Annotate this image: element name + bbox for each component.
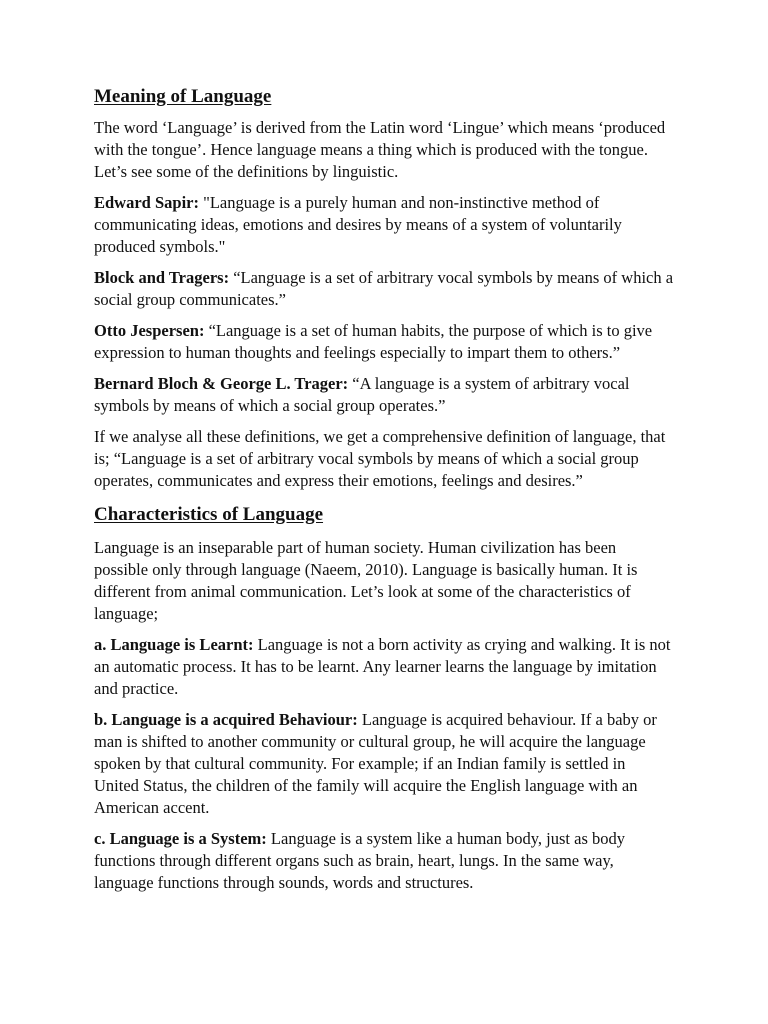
meaning-summary-paragraph: If we analyse all these definitions, we get a comprehensive definition of language, that is; “Language is a set of arbitrary vocal symbols by means of which a social group operates, communicates and express their emotions, feelings and desires.” xyxy=(94,427,666,490)
definition-paragraph xyxy=(94,192,674,258)
characteristic-term: a. Language is Learnt: xyxy=(94,635,254,654)
definition-text: “Language is a set of arbitrary vocal symbols by means of which a social group communicates.” xyxy=(94,268,674,309)
characteristic-text: Language is acquired behaviour. If a baby or man is shifted to another community or cultural group, he will acquire the language spoken by that cultural community. For example; if an Indian family is settled in United Status, the children of the family will acquire the English language with an American accent. xyxy=(94,710,657,817)
definition-text: “Language is a set of human habits, the purpose of which is to give expression to human thoughts and feelings especially to impart them to others.” xyxy=(94,321,653,362)
definition-paragraph xyxy=(94,320,674,364)
definition-author: Otto Jespersen: xyxy=(94,321,205,340)
characteristic-item xyxy=(94,828,674,894)
characteristics-intro-paragraph: Language is an inseparable part of human society. Human civilization has been possible only through language (Naeem, 2010). Language is basically human. It is different from animal communication. Let’s look at some of the characteristics of language; xyxy=(94,538,638,623)
definition-paragraph xyxy=(94,267,674,311)
definition-author: Edward Sapir: xyxy=(94,193,199,212)
characteristic-text: Language is a system like a human body, just as body functions through different organs such as brain, heart, lungs. In the same way, language functions through sounds, words and structures. xyxy=(94,829,625,892)
section-heading-characteristics: Characteristics of Language xyxy=(94,504,324,525)
characteristic-item xyxy=(94,709,674,819)
characteristic-term: c. Language is a System: xyxy=(94,829,267,848)
characteristic-term: b. Language is a acquired Behaviour: xyxy=(94,710,358,729)
definition-paragraph xyxy=(94,373,674,417)
definition-text: “A language is a system of arbitrary vocal symbols by means of which a social group operates.” xyxy=(94,374,630,415)
characteristic-text: Language is not a born activity as crying and walking. It is not an automatic process. It has to be learnt. Any learner learns the language by imitation and practice. xyxy=(94,635,671,698)
meaning-intro-paragraph: The word ‘Language’ is derived from the Latin word ‘Lingue’ which means ‘produced with the tongue’. Hence language means a thing which is produced with the tongue. Let’s see some of the definitions by linguistic. xyxy=(94,118,666,181)
definition-author: Block and Tragers: xyxy=(94,268,230,287)
characteristic-item xyxy=(94,634,674,700)
section-heading-meaning: Meaning of Language xyxy=(94,86,272,107)
definition-author: Bernard Bloch & George L. Trager: xyxy=(94,374,349,393)
definition-text: "Language is a purely human and non-instinctive method of communicating ideas, emotions and desires by means of a system of voluntarily produced symbols." xyxy=(94,193,622,256)
